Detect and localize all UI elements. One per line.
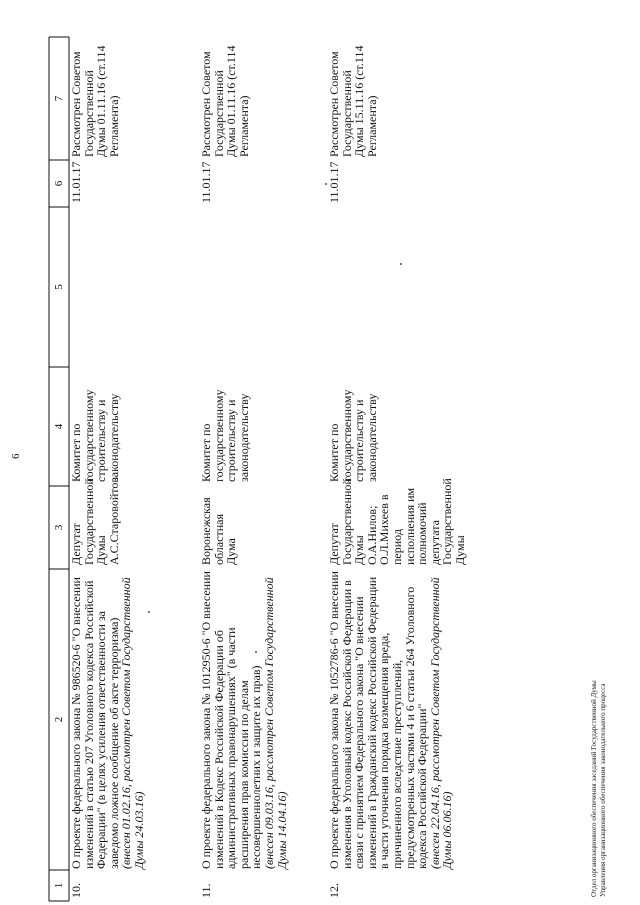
status: Рассмотрен Советом Государственной Думы 01.11.16 (ст.114 Регламента)	[69, 45, 121, 157]
bill-description	[328, 569, 454, 869]
initiator: Депутат Государственной Думы А.С.Старовойтов	[69, 477, 121, 565]
page-number: 6	[10, 453, 22, 459]
bill-title: О проекте федерального закона № 1012950-6 "О внесении изменений в Кодекс Российской Федерации об административных правонарушениях" (в части расширения прав комиссии по делам несовершеннолетних и защите их прав)	[199, 571, 264, 869]
status: Рассмотрен Советом Государственной Думы 15.11.16 (ст.114 Регламента)	[327, 45, 379, 157]
date: 11.01.17	[69, 161, 83, 203]
date: 11.01.17	[199, 161, 213, 203]
bill-title: О проекте федерального закона № 1052786-6 "О внесении изменения в Уголовный кодекс Российской Федерации в связи с принятием Федерального закона "О внесении изменений в Гражданский кодекс Российской Федерации в части уточнения порядка возмещения вреда, причиненного вследствие преступлений, предусмотренных частями 4 и 6 статьи 264 Уголовного кодекса Российской Федерации"	[327, 571, 430, 869]
bill-description	[200, 569, 288, 869]
bill-title: О проекте федерального закона № 986520-6 "О внесении изменений в статью 207 Уголовного кодекса Российской Федерации" (в целях усиления ответственности за заведомо ложное сообщение об акте терроризма)	[69, 577, 121, 869]
scan-speck	[400, 263, 402, 265]
row-number: 11.	[199, 883, 213, 898]
committee: Комитет по государственному строительству и законодательству	[327, 389, 379, 482]
committee: Комитет по государственному строительству и законодательству	[69, 389, 121, 482]
status: Рассмотрен Советом Государственной Думы 01.11.16 (ст.114 Регламента)	[199, 45, 251, 157]
scan-speck	[255, 651, 257, 653]
column-header-3: 3	[53, 524, 65, 531]
initiator: Депутат Государственной Думы О.А.Нилов; О.Л.Михеев в период исполнения им полномочий депутата Государственной Думы	[327, 478, 467, 565]
bill-note: (внесен 09.03.16, рассмотрен Советом Государственной Думы 14.04.16)	[261, 577, 289, 869]
scan-speck	[325, 183, 327, 185]
scan-speck	[148, 611, 150, 613]
date: 11.01.17	[327, 161, 341, 203]
column-header-1: 1	[53, 882, 65, 889]
row-number: 10.	[69, 883, 83, 898]
bill-description	[70, 569, 146, 869]
footer	[590, 680, 607, 897]
committee: Комитет по государственному строительству и законодательству	[199, 389, 251, 482]
initiator: Воронежская областная Дума	[199, 497, 239, 565]
bill-note: (внесен 01.02.16, рассмотрен Советом Государственной Думы 24.03.16)	[119, 577, 146, 869]
column-header-6: 6	[53, 180, 65, 187]
row-number: 12.	[327, 883, 341, 898]
column-header-2: 2	[53, 716, 65, 723]
column-header-5: 5	[53, 284, 65, 290]
bill-note: (внесен 22.04.16, рассмотрен Советом Государственной Думы 06.06.16)	[427, 577, 455, 869]
footer-line-1: Отдел организационного обеспечения заседаний Государственной Думы	[590, 680, 598, 897]
column-header-7: 7	[53, 95, 65, 102]
footer-line-2: Управления организационного обеспечения законодательного процесса	[598, 683, 607, 897]
column-header-4: 4	[53, 423, 65, 430]
